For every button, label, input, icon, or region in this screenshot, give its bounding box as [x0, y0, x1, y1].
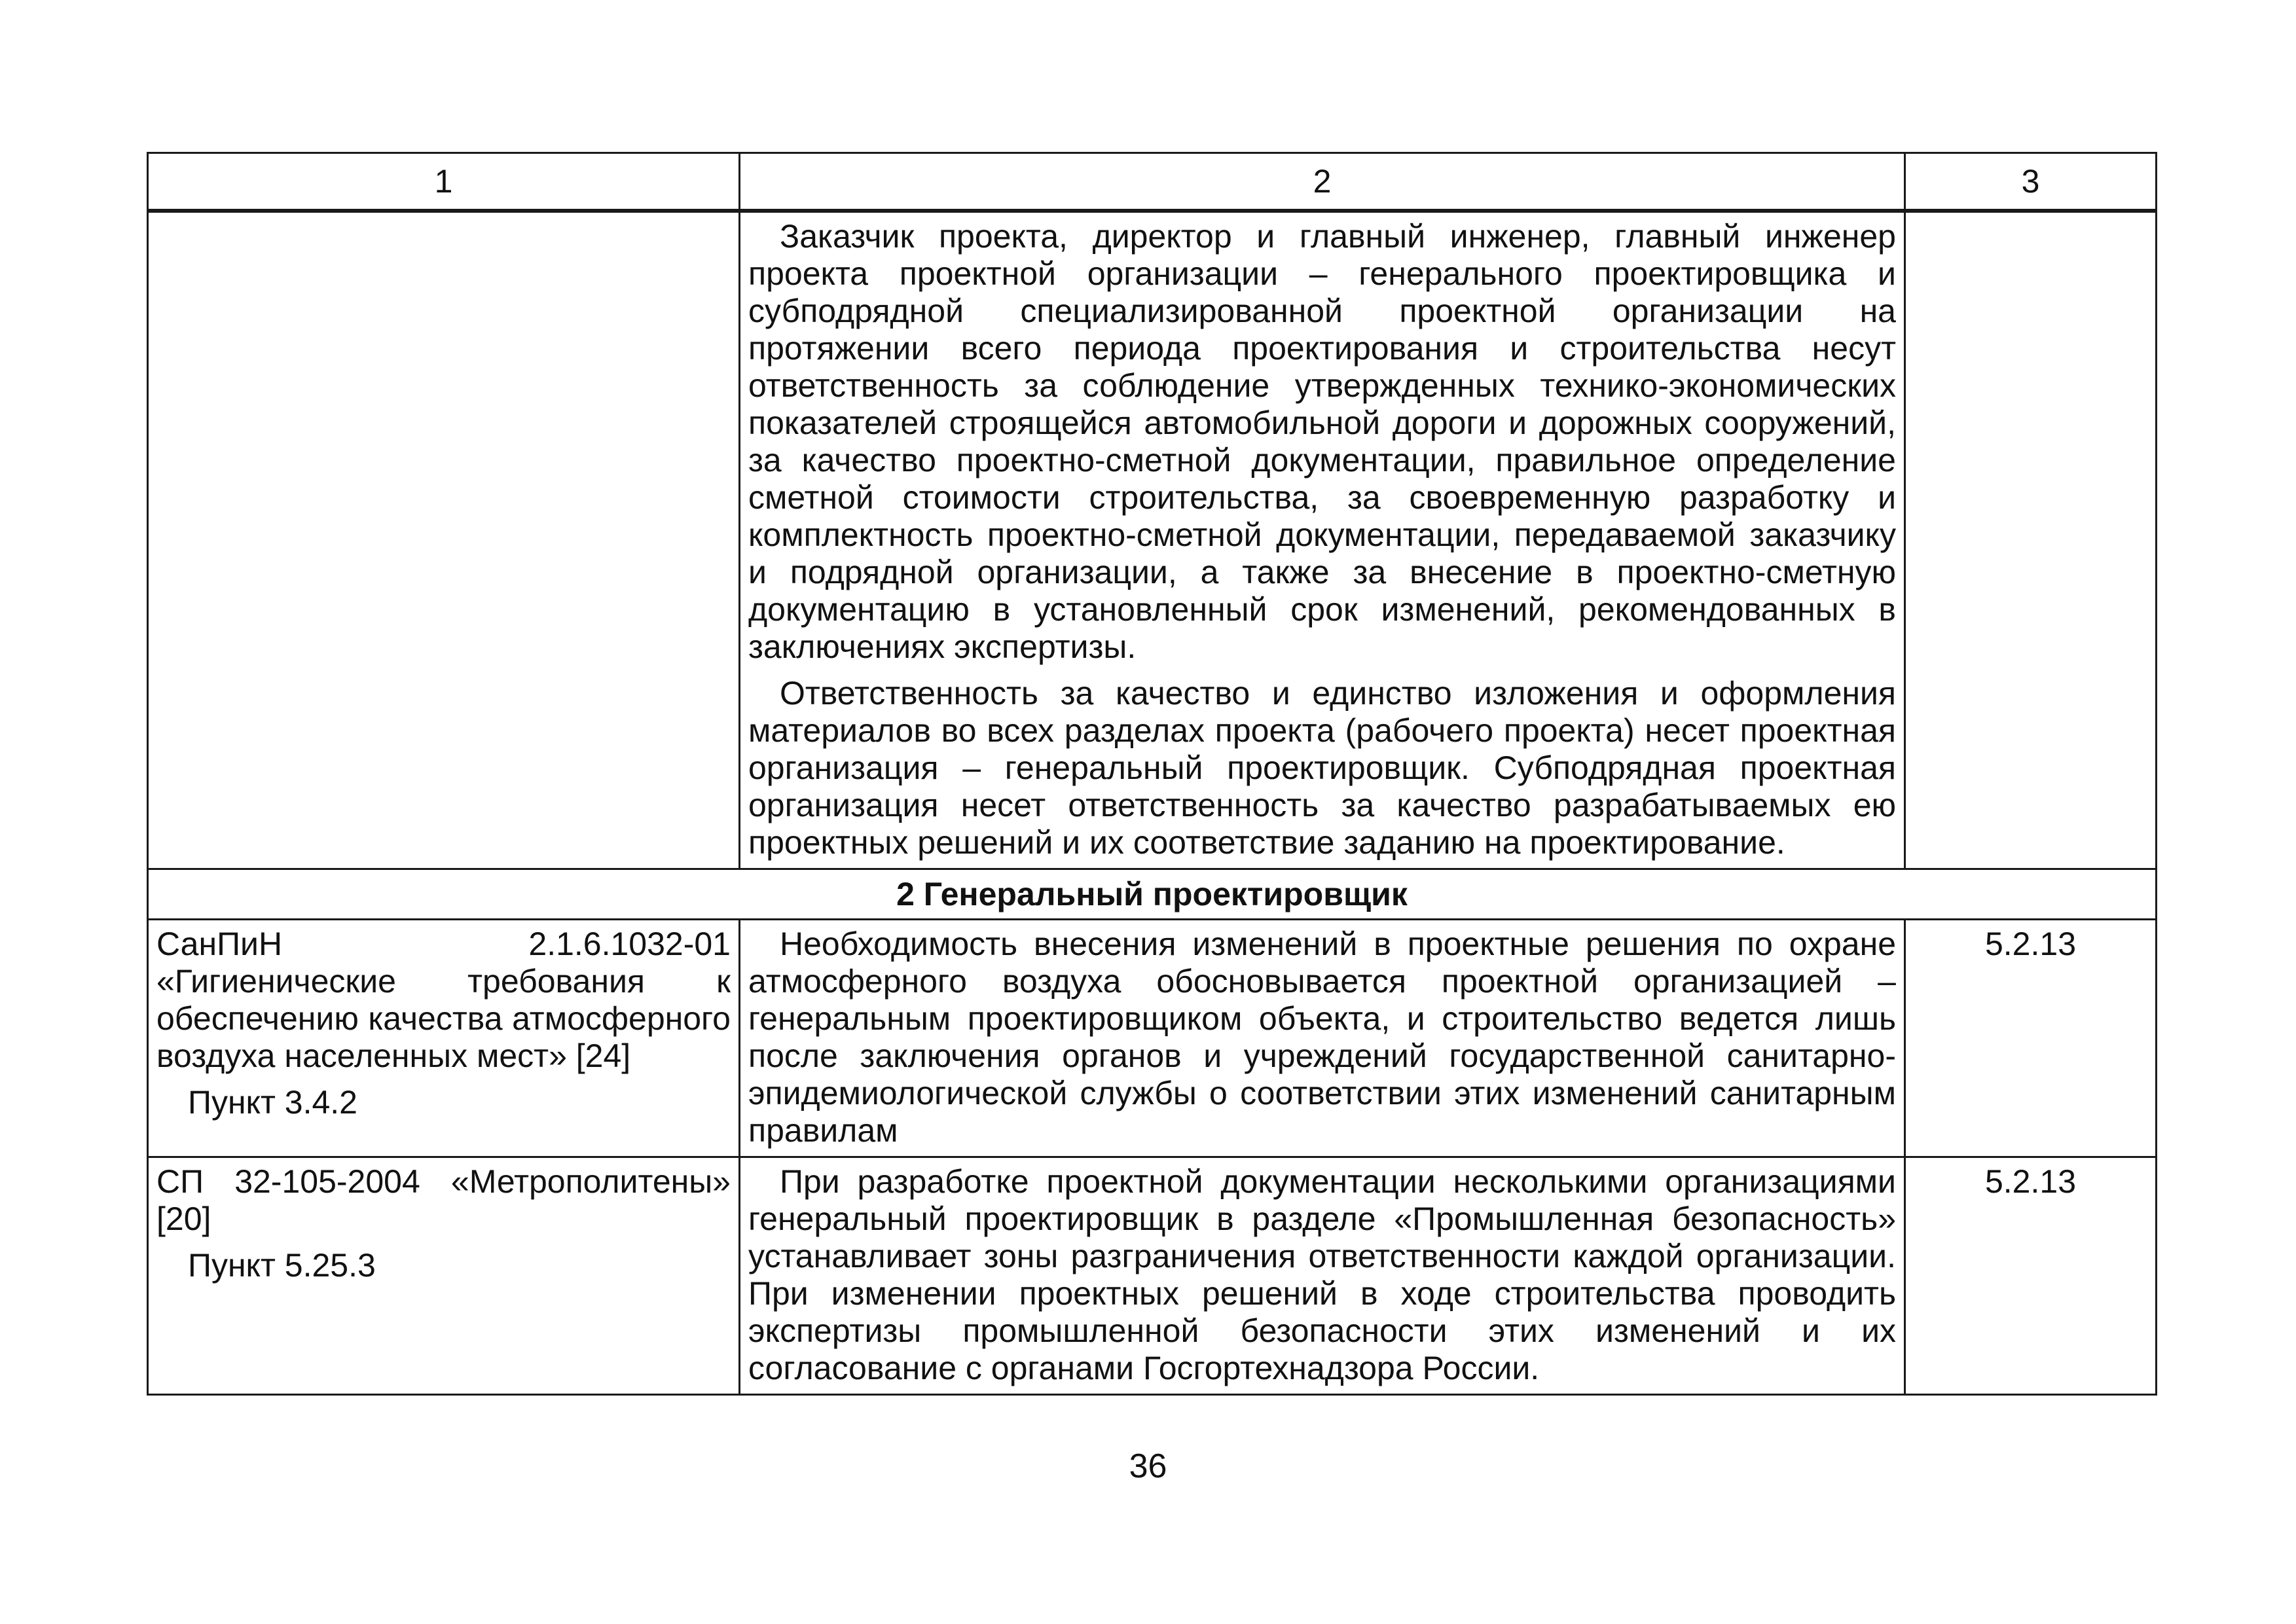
reference-cell: 5.2.13: [1905, 1157, 2157, 1395]
document-sheet: [147, 152, 2155, 1396]
table-row: [148, 1157, 2157, 1395]
first-row-text-cell: [740, 211, 1905, 869]
first-row-source-cell: [148, 211, 740, 869]
paragraph-quality-responsibility: Ответственность за качество и единство изложения и оформления материалов во всех разделах проекта (рабочего проекта) несет проектная организация – генеральный проектировщик. Субподрядная проектная организация несет ответственность за качество разрабатываемых ею проектных решений и их соответствие заданию на проектирование.: [748, 675, 1896, 861]
paragraph-customer-responsibility: Заказчик проекта, директор и главный инженер, главный инженер проекта проектной организации – генерального проектировщика и субподрядной специализированной проектной организации на протяжении всего периода проектирования и строительства несут ответственность за соблюдение утвержденных технико-экономических показателей строящейся автомобильной дороги и дорожных сооружений, за качество проектно-сметной документации, правильное определение сметной стоимости строительства, за своевременную разработку и комплектность проектно-сметной документации, передаваемой заказчику и подрядной организации, а также за внесение в проектно-сметную документацию в установленный срок изменений, рекомендованных в заключениях экспертизы.: [748, 218, 1896, 665]
requirement-text: При разработке проектной документации несколькими организациями генеральный проектировщик в разделе «Промышленная безопасность» устанавливает зоны разграничения ответственности каждой организации. При изменении проектных решений в ходе строительства проводить экспертизы промышленной безопасности этих изменений и их согласование с органами Госгортехнадзора России.: [748, 1163, 1896, 1386]
section-title: 2 Генеральный проектировщик: [148, 869, 2157, 920]
source-cell: [148, 1157, 740, 1395]
column-header-2: 2: [740, 153, 1905, 211]
column-header-3: 3: [1905, 153, 2157, 211]
text-cell: [740, 1157, 1905, 1395]
source-document: СанПиН 2.1.6.1032-01 «Гигиенические требования к обеспечению качества атмосферного воздуха населенных мест» [24]: [156, 926, 731, 1074]
source-cell: [148, 920, 740, 1157]
first-row-ref-cell: [1905, 211, 2157, 869]
table-row: [148, 211, 2157, 869]
page-number: 36: [1129, 1447, 1167, 1485]
source-item: Пункт 3.4.2: [188, 1084, 357, 1121]
table-header-row: [148, 153, 2157, 211]
reference-cell: 5.2.13: [1905, 920, 2157, 1157]
text-cell: [740, 920, 1905, 1157]
requirement-text: Необходимость внесения изменений в проектные решения по охране атмосферного воздуха обосновывается проектной организацией – генеральным проектировщиком объекта, и строительство ведется лишь после заключения органов и учреждений государственной санитарно-эпидемиологической службы о соответствии этих изменений санитарным правилам: [748, 926, 1896, 1149]
table-row: [148, 920, 2157, 1157]
source-document: СП 32-105-2004 «Метрополитены» [20]: [156, 1163, 731, 1237]
column-header-1: 1: [148, 153, 740, 211]
source-item: Пункт 5.25.3: [188, 1247, 376, 1284]
section-row: [148, 869, 2157, 920]
regulation-table: [147, 152, 2157, 1396]
